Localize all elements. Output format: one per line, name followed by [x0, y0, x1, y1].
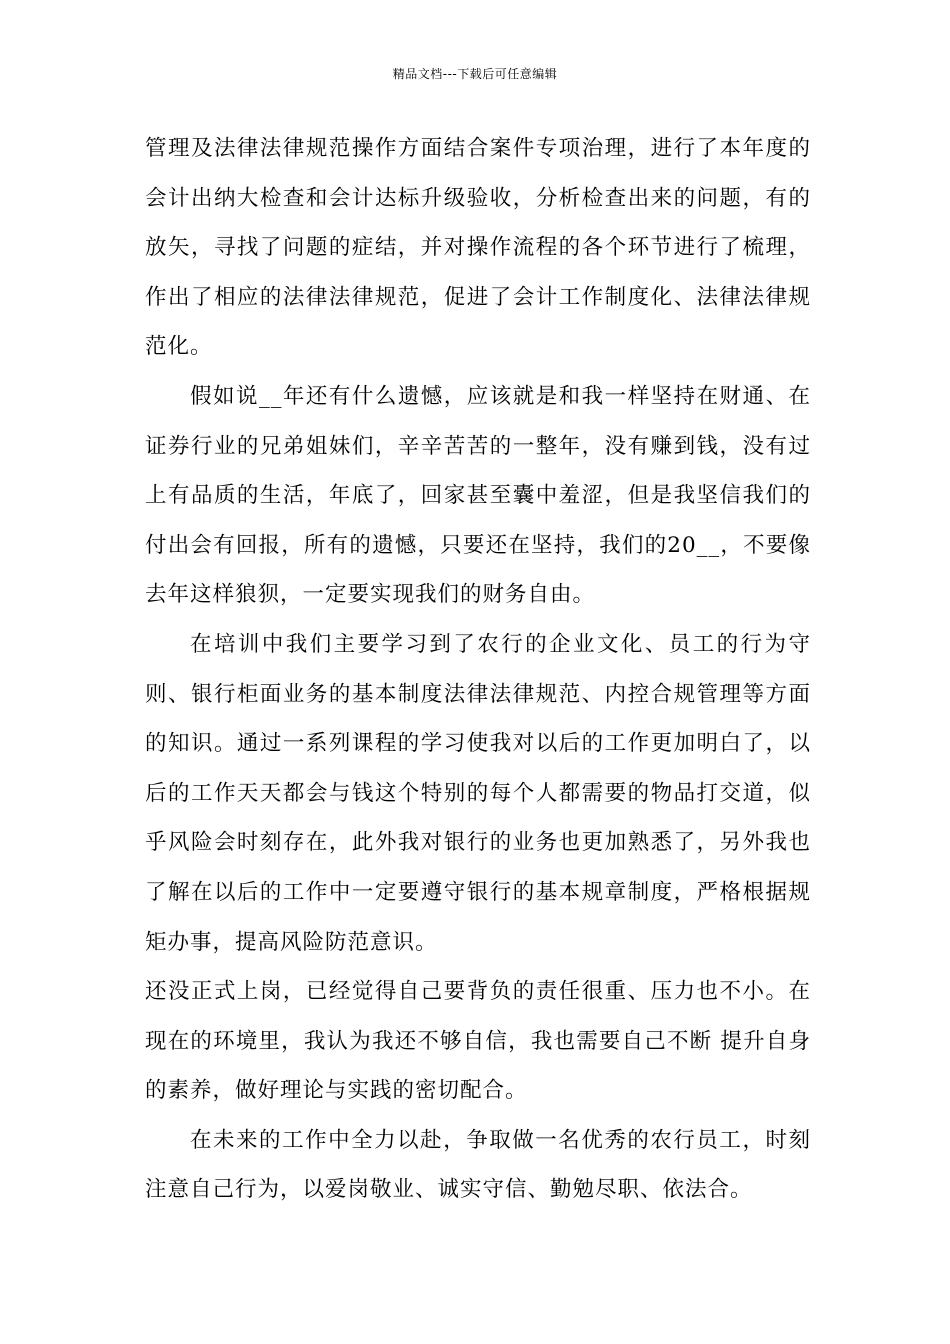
page-header: 精品文档---下载后可任意编辑 [392, 67, 558, 81]
paragraph-continuation: 管理及法律法律规范操作方面结合案件专项治理，进行了本年度的会计出纳大检查和会计达标升级验收，分析检查出来的问题，有的放矢，寻找了问题的症结，并对操作流程的各个环节进行了梳理，作出了相应的法律法律规范，促进了会计工作制度化、法律法律规范化。 [145, 136, 811, 360]
paragraph-training: 在培训中我们主要学习到了农行的企业文化、员工的行为守则、银行柜面业务的基本制度法律法律规范、内控合规管理等方面的知识。通过一系列课程的学习使我对以后的工作更加明白了，以后的工作天天都会与钱这个特别的每个人都需要的物品打交道，似乎风险会时刻存在，此外我对银行的业务也更加熟悉了，另外我也了解在以后的工作中一定要遵守银行的基本规章制度，严格根据规矩办事，提高风险防范意识。 [145, 631, 811, 955]
paragraph-regret: 假如说__年还有什么遗憾，应该就是和我一样坚持在财通、在证券行业的兄弟姐妹们，辛辛苦苦的一整年，没有赚到钱，没有过上有品质的生活，年底了，回家甚至囊中羞涩，但是我坚信我们的付出会有回报，所有的遗憾，只要还在坚持，我们的20__，不要像去年这样狼狈，一定要实现我们的财务自由。 [145, 383, 811, 608]
paragraph-future: 在未来的工作中全力以赴，争取做一名优秀的农行员工，时刻注意自己行为，以爱岗敬业、诚实守信、勤勉尽职、依法合。 [145, 1127, 811, 1203]
paragraph-responsibility: 还没正式上岗，已经觉得自己要背负的责任很重、压力也不小。在现在的环境里，我认为我还不够自信，我也需要自己不断 提升自身的素养，做好理论与实践的密切配合。 [145, 979, 811, 1104]
document-body [145, 124, 811, 1215]
